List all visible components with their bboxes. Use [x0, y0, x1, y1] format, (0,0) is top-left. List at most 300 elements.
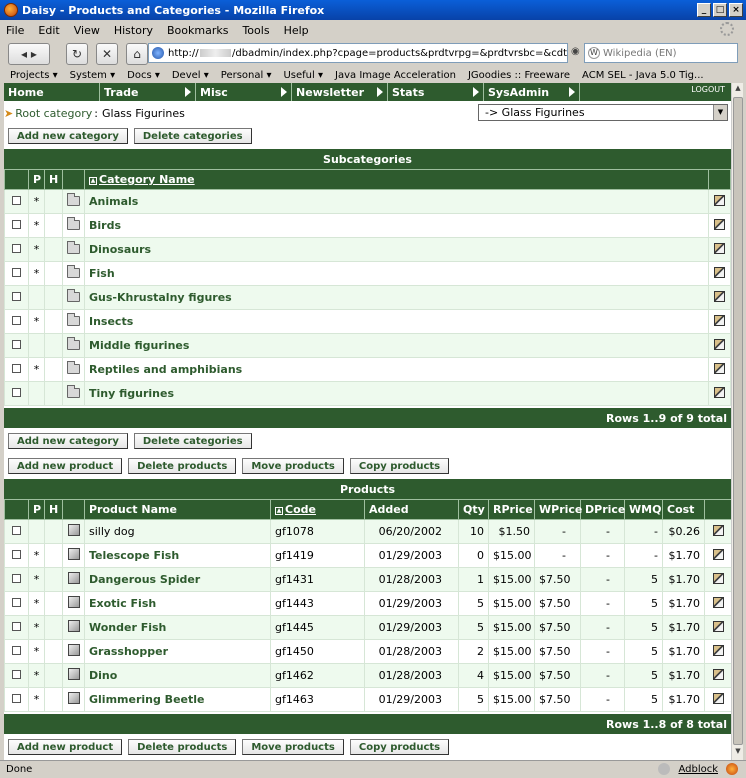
row-checkbox[interactable]: [12, 268, 21, 277]
category-link[interactable]: Birds: [89, 219, 122, 232]
sort-icon: ▲: [90, 177, 96, 184]
select-cell: [5, 310, 29, 334]
edit-icon[interactable]: [713, 621, 724, 632]
menu-help[interactable]: Help: [283, 23, 309, 37]
icon-cell: [63, 544, 85, 568]
product-box-icon: [68, 596, 80, 608]
edit-icon[interactable]: [713, 645, 724, 656]
sort-icon: ▲: [276, 507, 282, 514]
wmq-cell: 5: [625, 640, 663, 664]
dprice-cell: -: [581, 688, 625, 712]
edit-icon[interactable]: [713, 549, 724, 560]
edit-cell: [705, 640, 732, 664]
folder-icon: [67, 316, 80, 326]
edit-cell: [705, 544, 732, 568]
product-link[interactable]: Dino: [89, 669, 118, 682]
scroll-down-icon[interactable]: ▼: [735, 747, 741, 755]
edit-icon[interactable]: [714, 291, 725, 302]
category-select[interactable]: [478, 104, 728, 121]
menu-view[interactable]: View: [73, 23, 100, 37]
edit-icon[interactable]: [714, 219, 725, 230]
products-footer: Rows 1..8 of 8 total: [4, 714, 731, 734]
edit-cell: [709, 358, 731, 382]
table-row: [5, 334, 731, 358]
go-button[interactable]: ◉: [571, 46, 580, 57]
col-cost: Cost: [663, 500, 705, 520]
hidden-cell: [45, 616, 63, 640]
category-name-cell: [85, 190, 709, 214]
folder-icon: [67, 340, 80, 350]
rprice-cell: $15.00: [489, 664, 535, 688]
col-p: P: [29, 500, 45, 520]
product-box-icon: [68, 524, 80, 536]
menu-bookmarks[interactable]: Bookmarks: [166, 23, 229, 37]
cost-cell: $1.70: [663, 568, 705, 592]
edit-icon[interactable]: [713, 597, 724, 608]
icon-cell: [63, 238, 85, 262]
icon-cell: [63, 310, 85, 334]
delete-products-button[interactable]: Delete products: [128, 458, 236, 474]
delete-categories-button[interactable]: Delete categories: [134, 128, 252, 144]
window-titlebar: [0, 0, 746, 20]
select-cell: [5, 358, 29, 382]
product-link[interactable]: silly dog: [89, 525, 135, 538]
wmq-cell: 5: [625, 688, 663, 712]
window-title: Daisy - Products and Categories - Mozilla Firefox: [22, 3, 325, 17]
nav-stats[interactable]: [388, 83, 484, 101]
row-checkbox[interactable]: [12, 340, 21, 349]
status-indicator-icon: [658, 763, 670, 775]
folder-icon: [67, 244, 80, 254]
select-cell: [5, 190, 29, 214]
category-name-cell: [85, 334, 709, 358]
published-cell: *: [29, 358, 45, 382]
category-name-cell: [85, 262, 709, 286]
firefox-icon: [4, 3, 18, 17]
row-checkbox[interactable]: [12, 364, 21, 373]
url-bar[interactable]: [148, 43, 568, 63]
col-added: Added: [365, 500, 459, 520]
col-icon: [63, 500, 85, 520]
subcategories-table: [4, 169, 731, 406]
qty-cell: 5: [459, 592, 489, 616]
status-bar: [0, 760, 746, 778]
edit-icon[interactable]: [714, 387, 725, 398]
select-cell: [5, 334, 29, 358]
col-category-name[interactable]: [85, 170, 709, 190]
category-name-cell: [85, 310, 709, 334]
hidden-cell: [45, 544, 63, 568]
nav-newsletter[interactable]: [292, 83, 388, 101]
icon-cell: [63, 520, 85, 544]
rprice-cell: $15.00: [489, 592, 535, 616]
hidden-cell: [45, 382, 63, 406]
copy-products-button[interactable]: Copy products: [350, 458, 449, 474]
scroll-up-icon[interactable]: ▲: [735, 84, 741, 92]
cost-cell: $1.70: [663, 616, 705, 640]
row-checkbox[interactable]: [12, 196, 21, 205]
wmq-cell: 5: [625, 568, 663, 592]
edit-icon[interactable]: [714, 195, 725, 206]
table-row: [5, 310, 731, 334]
edit-icon[interactable]: [714, 243, 725, 254]
table-row: [5, 640, 732, 664]
site-icon: [152, 47, 164, 59]
dprice-cell: -: [581, 640, 625, 664]
row-checkbox[interactable]: [12, 694, 21, 703]
rprice-cell: $15.00: [489, 568, 535, 592]
icon-cell: [63, 616, 85, 640]
category-link[interactable]: Dinosaurs: [89, 243, 152, 256]
published-cell: *: [29, 214, 45, 238]
qty-cell: 1: [459, 568, 489, 592]
category-name-cell: [85, 238, 709, 262]
edit-cell: [709, 286, 731, 310]
qty-cell: 2: [459, 640, 489, 664]
bookmark-projects[interactable]: Projects ▾: [10, 69, 58, 81]
breadcrumb: [4, 105, 185, 121]
row-checkbox[interactable]: [12, 622, 21, 631]
edit-cell: [709, 334, 731, 358]
select-cell: [5, 214, 29, 238]
wmq-cell: 5: [625, 616, 663, 640]
col-p: P: [29, 170, 45, 190]
wmq-cell: -: [625, 544, 663, 568]
select-cell: [5, 688, 29, 712]
home-button[interactable]: [126, 43, 148, 65]
stop-icon: ✕: [101, 47, 113, 61]
category-name-cell: [85, 358, 709, 382]
qty-cell: 5: [459, 616, 489, 640]
table-row: [5, 238, 731, 262]
status-text: Done: [6, 764, 33, 775]
bookmark-personal[interactable]: Personal ▾: [220, 69, 272, 81]
row-checkbox[interactable]: [12, 670, 21, 679]
cost-cell: $1.70: [663, 688, 705, 712]
edit-icon[interactable]: [714, 267, 725, 278]
col-edit: [709, 170, 731, 190]
edit-icon[interactable]: [713, 525, 724, 536]
breadcrumb-current: Glass Figurines: [101, 106, 185, 120]
published-cell: *: [29, 238, 45, 262]
published-cell: *: [29, 616, 45, 640]
edit-cell: [705, 520, 732, 544]
submenu-arrow-icon: [569, 87, 575, 97]
dprice-cell: -: [581, 520, 625, 544]
rprice-cell: $15.00: [489, 688, 535, 712]
edit-cell: [705, 592, 732, 616]
dprice-cell: -: [581, 664, 625, 688]
forward-arrow-icon: ▸: [30, 47, 37, 61]
edit-cell: [705, 616, 732, 640]
category-name-cell: [85, 214, 709, 238]
maximize-button[interactable]: □: [713, 3, 727, 17]
col-code[interactable]: [271, 500, 365, 520]
category-link[interactable]: Insects: [89, 315, 134, 328]
hidden-cell: [45, 688, 63, 712]
table-row: [5, 544, 732, 568]
wmq-cell: 5: [625, 664, 663, 688]
product-name-cell: [85, 664, 271, 688]
bookmarks-bar: [0, 67, 746, 83]
published-cell: *: [29, 640, 45, 664]
nav-sysadmin[interactable]: [484, 83, 580, 101]
product-actions-bottom: [8, 739, 449, 755]
category-link[interactable]: Tiny figurines: [89, 387, 174, 400]
delete-categories-button[interactable]: Delete categories: [134, 433, 252, 449]
url-suffix: /dbadmin/index.php?cpage=products&prdtvrpg=&prdtvrsbc=&cdt: [232, 47, 567, 59]
product-link[interactable]: Glimmering Beetle: [89, 693, 205, 706]
row-checkbox[interactable]: [12, 598, 21, 607]
col-edit: [705, 500, 732, 520]
submenu-arrow-icon: [281, 87, 287, 97]
edit-icon[interactable]: [714, 363, 725, 374]
back-forward-button[interactable]: [8, 43, 50, 65]
added-cell: 01/29/2003: [365, 688, 459, 712]
edit-cell: [709, 214, 731, 238]
qty-cell: 0: [459, 544, 489, 568]
icon-cell: [63, 382, 85, 406]
reload-button[interactable]: [66, 43, 88, 65]
add-category-button[interactable]: Add new category: [8, 128, 128, 144]
dprice-cell: -: [581, 592, 625, 616]
edit-icon[interactable]: [713, 669, 724, 680]
category-link[interactable]: Fish: [89, 267, 115, 280]
bookmark-acm-sel[interactable]: ACM SEL - Java 5.0 Tig...: [582, 69, 704, 81]
select-cell: [5, 382, 29, 406]
code-cell: gf1078: [271, 520, 365, 544]
col-select: [5, 500, 29, 520]
icon-cell: [63, 262, 85, 286]
product-link[interactable]: Wonder Fish: [89, 621, 167, 634]
bookmark-jgoodies[interactable]: JGoodies :: Freeware: [467, 69, 571, 81]
edit-icon[interactable]: [713, 693, 724, 704]
menu-file[interactable]: File: [6, 23, 25, 37]
add-product-button[interactable]: Add new product: [8, 739, 122, 755]
table-row: [5, 568, 732, 592]
row-checkbox[interactable]: [12, 244, 21, 253]
table-row: [5, 688, 732, 712]
published-cell: [29, 286, 45, 310]
reload-icon: ↻: [71, 47, 83, 61]
subcategories-title: Subcategories: [4, 149, 731, 169]
cost-cell: $1.70: [663, 640, 705, 664]
breadcrumb-separator: :: [94, 106, 98, 120]
qty-cell: 10: [459, 520, 489, 544]
select-cell: [5, 616, 29, 640]
product-name-cell: [85, 568, 271, 592]
nav-stats-label: Stats: [392, 85, 425, 99]
cost-cell: $1.70: [663, 664, 705, 688]
product-name-cell: [85, 592, 271, 616]
published-cell: *: [29, 262, 45, 286]
folder-icon: [67, 220, 80, 230]
nav-trade-label: Trade: [104, 85, 139, 99]
row-checkbox[interactable]: [12, 292, 21, 301]
row-checkbox[interactable]: [12, 646, 21, 655]
cost-cell: $1.70: [663, 592, 705, 616]
add-product-button[interactable]: Add new product: [8, 458, 122, 474]
code-cell: gf1431: [271, 568, 365, 592]
wmq-cell: 5: [625, 592, 663, 616]
icon-cell: [63, 214, 85, 238]
col-h: H: [45, 170, 63, 190]
chevron-down-icon[interactable]: ▼: [713, 105, 727, 120]
nav-home[interactable]: [4, 83, 100, 101]
dprice-cell: -: [581, 568, 625, 592]
adblock-link[interactable]: Adblock: [678, 763, 718, 775]
wprice-cell: $7.50: [535, 688, 581, 712]
search-engine-icon[interactable]: W: [588, 47, 600, 59]
published-cell: *: [29, 544, 45, 568]
col-wmq: WMQ: [625, 500, 663, 520]
hidden-cell: [45, 640, 63, 664]
hidden-cell: [45, 664, 63, 688]
row-checkbox[interactable]: [12, 220, 21, 229]
icon-cell: [63, 358, 85, 382]
table-row: [5, 358, 731, 382]
edit-cell: [709, 382, 731, 406]
category-actions-bottom: [8, 433, 252, 449]
category-link[interactable]: Gus-Khrustalny figures: [89, 291, 232, 304]
published-cell: *: [29, 568, 45, 592]
products-title: Products: [4, 479, 731, 499]
folder-icon: [67, 268, 80, 278]
added-cell: 01/28/2003: [365, 640, 459, 664]
icon-cell: [63, 286, 85, 310]
code-cell: gf1443: [271, 592, 365, 616]
category-link[interactable]: Animals: [89, 195, 139, 208]
bookmark-docs[interactable]: Docs ▾: [127, 69, 160, 81]
table-row: [5, 592, 732, 616]
select-cell: [5, 520, 29, 544]
page-scrollbar[interactable]: [731, 83, 743, 760]
added-cell: 01/29/2003: [365, 544, 459, 568]
product-link[interactable]: Dangerous Spider: [89, 573, 201, 586]
subcategories-footer: Rows 1..9 of 9 total: [4, 408, 731, 428]
category-link[interactable]: Middle figurines: [89, 339, 190, 352]
row-checkbox[interactable]: [12, 574, 21, 583]
app-navigation: [4, 83, 731, 101]
scrollbar-thumb[interactable]: [733, 97, 743, 745]
select-cell: [5, 238, 29, 262]
products-table: [4, 499, 731, 712]
copy-products-button[interactable]: Copy products: [350, 739, 449, 755]
category-actions-top: [8, 128, 252, 144]
url-redacted: [200, 49, 231, 57]
move-products-button[interactable]: Move products: [242, 739, 344, 755]
folder-icon: [67, 292, 80, 302]
category-select-value: -> Glass Figurines: [485, 106, 585, 119]
col-rprice: RPrice: [489, 500, 535, 520]
col-select: [5, 170, 29, 190]
published-cell: *: [29, 190, 45, 214]
select-cell: [5, 262, 29, 286]
logout-link[interactable]: LOGOUT: [691, 85, 725, 94]
edit-icon[interactable]: [714, 339, 725, 350]
nav-sysadmin-label: SysAdmin: [488, 85, 550, 99]
product-actions-top: [8, 458, 449, 474]
edit-icon[interactable]: [713, 573, 724, 584]
table-row: [5, 190, 731, 214]
bookmark-devel[interactable]: Devel ▾: [171, 69, 209, 81]
product-link[interactable]: Grasshopper: [89, 645, 168, 658]
rprice-cell: $1.50: [489, 520, 535, 544]
edit-cell: [705, 688, 732, 712]
submenu-arrow-icon: [185, 87, 191, 97]
added-cell: 06/20/2002: [365, 520, 459, 544]
table-row: [5, 382, 731, 406]
nav-trade[interactable]: [100, 83, 196, 101]
hidden-cell: [45, 262, 63, 286]
page-content: [4, 83, 731, 760]
select-cell: [5, 664, 29, 688]
select-cell: [5, 568, 29, 592]
icon-cell: [63, 640, 85, 664]
nav-misc[interactable]: [196, 83, 292, 101]
bookmark-java-image[interactable]: Java Image Acceleration: [335, 69, 456, 81]
select-cell: [5, 640, 29, 664]
code-cell: gf1463: [271, 688, 365, 712]
edit-cell: [705, 568, 732, 592]
menu-edit[interactable]: Edit: [38, 23, 60, 37]
edit-icon[interactable]: [714, 315, 725, 326]
throbber-icon: [720, 22, 734, 36]
code-header[interactable]: Code: [285, 503, 316, 516]
edit-cell: [709, 262, 731, 286]
close-button[interactable]: ×: [729, 3, 743, 17]
cost-cell: $1.70: [663, 544, 705, 568]
product-link[interactable]: Telescope Fish: [89, 549, 180, 562]
bookmark-system[interactable]: System ▾: [69, 69, 116, 81]
row-checkbox[interactable]: [12, 316, 21, 325]
row-checkbox[interactable]: [12, 388, 21, 397]
category-link[interactable]: Reptiles and amphibians: [89, 363, 243, 376]
add-category-button[interactable]: Add new category: [8, 433, 128, 449]
rprice-cell: $15.00: [489, 544, 535, 568]
category-name-header[interactable]: Category Name: [99, 173, 195, 186]
minimize-button[interactable]: _: [697, 3, 711, 17]
delete-products-button[interactable]: Delete products: [128, 739, 236, 755]
category-name-cell: [85, 286, 709, 310]
folder-icon: [67, 196, 80, 206]
icon-cell: [63, 190, 85, 214]
row-checkbox[interactable]: [12, 526, 21, 535]
breadcrumb-root-link[interactable]: Root category: [15, 106, 93, 120]
menu-tools[interactable]: Tools: [242, 23, 270, 37]
table-row: [5, 286, 731, 310]
code-cell: gf1450: [271, 640, 365, 664]
icon-cell: [63, 568, 85, 592]
folder-icon: [67, 388, 80, 398]
move-products-button[interactable]: Move products: [242, 458, 344, 474]
stop-button[interactable]: [96, 43, 118, 65]
published-cell: [29, 334, 45, 358]
row-checkbox[interactable]: [12, 550, 21, 559]
back-arrow-icon: ◂: [21, 47, 28, 61]
search-box[interactable]: [584, 43, 738, 63]
bookmark-useful[interactable]: Useful ▾: [283, 69, 324, 81]
added-cell: 01/28/2003: [365, 568, 459, 592]
menu-history[interactable]: History: [113, 23, 153, 37]
product-name-cell: [85, 544, 271, 568]
product-link[interactable]: Exotic Fish: [89, 597, 157, 610]
col-h: H: [45, 500, 63, 520]
col-icon: [63, 170, 85, 190]
published-cell: *: [29, 310, 45, 334]
product-name-cell: [85, 520, 271, 544]
select-cell: [5, 544, 29, 568]
